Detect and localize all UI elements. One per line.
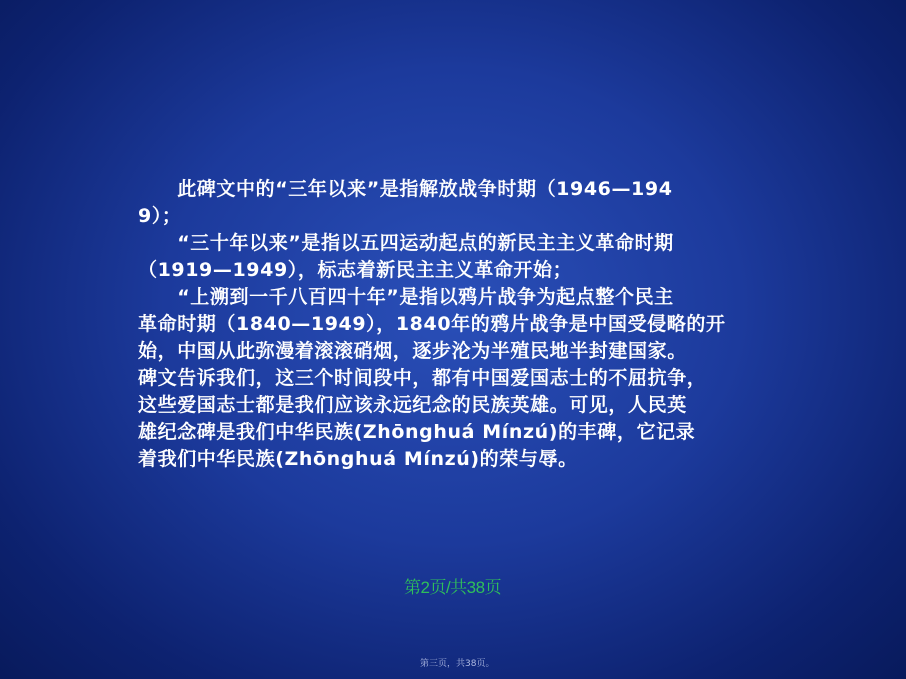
- text-line: （1919—1949），标志着新民主主义革命开始；: [138, 259, 573, 281]
- footer-note: 第三页，共38页。: [420, 659, 495, 669]
- text-line: 此碑文中的“三年以来”是指解放战争时期（1946—194: [138, 178, 673, 200]
- text-line: 革命时期（1840—1949），1840年的鸦片战争是中国受侵略的开: [138, 313, 726, 335]
- text-line: 这些爱国志士都是我们应该永远纪念的民族英雄。可见，人民英: [138, 394, 687, 416]
- text-line: 9）；: [138, 205, 182, 227]
- text-line: 着我们中华民族(Zhōnghuá Mínzú)的荣与辱。: [138, 448, 578, 470]
- page-number: 第2页/共38页: [404, 578, 502, 597]
- body-text: [138, 176, 778, 473]
- text-line: “上溯到一千八百四十年”是指以鸦片战争为起点整个民主: [138, 286, 674, 308]
- text-line: 雄纪念碑是我们中华民族(Zhōnghuá Mínzú)的丰碑，它记录: [138, 421, 696, 443]
- text-line: 始，中国从此弥漫着滚滚硝烟，逐步沦为半殖民地半封建国家。: [138, 340, 687, 362]
- text-line: 碑文告诉我们，这三个时间段中，都有中国爱国志士的不屈抗争，: [138, 367, 707, 389]
- text-line: “三十年以来”是指以五四运动起点的新民主主义革命时期: [138, 232, 674, 254]
